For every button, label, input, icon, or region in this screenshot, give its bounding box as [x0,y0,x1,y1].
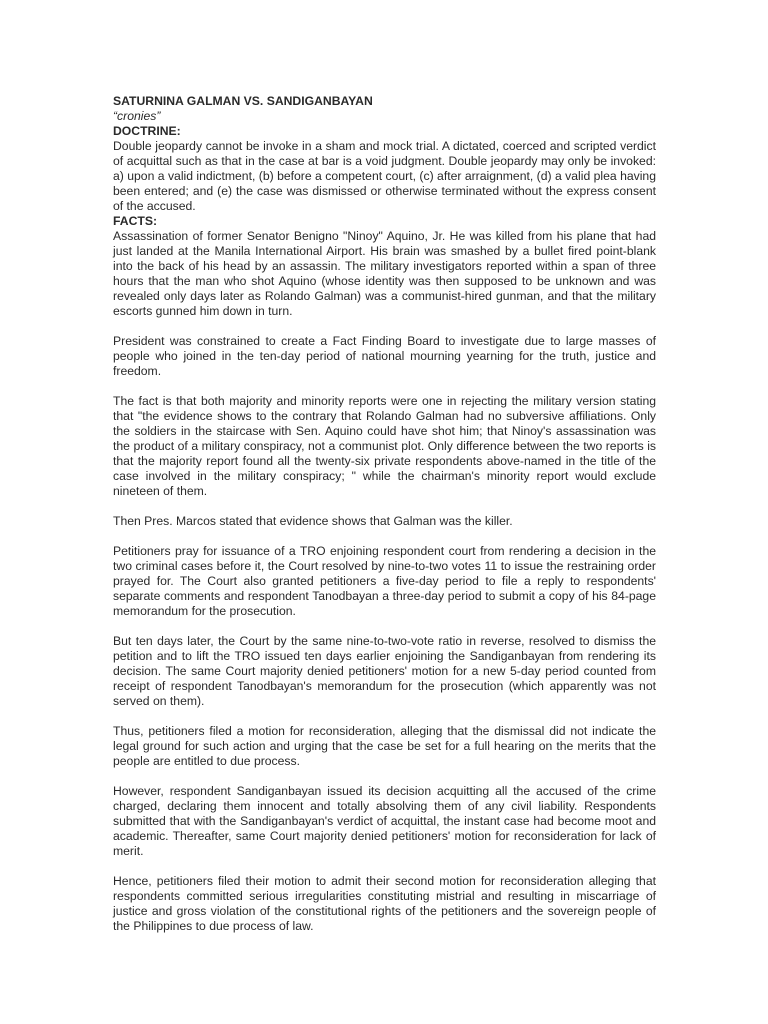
facts-paragraph-2: President was constrained to create a Fact Finding Board to investigate due to large masses of people who joined in the ten-day period of national mourning yearning for the truth, justice and freedom. [113,334,656,378]
case-subtitle: “cronies” [113,109,161,123]
facts-paragraph-8: However, respondent Sandiganbayan issued its decision acquitting all the accused of the crime charged, declaring them innocent and totally absolving them of any civil liability. Respondents submitted that with the Sandiganbayan's verdict of acquittal, the instant case had become moot and academic. Thereafter, same Court majority denied petitioners' motion for reconsideration for lack of merit. [113,784,656,858]
document-page [113,94,656,934]
doctrine-heading: DOCTRINE: [113,124,181,138]
doctrine-paragraph: Double jeopardy cannot be invoke in a sham and mock trial. A dictated, coerced and scripted verdict of acquittal such as that in the case at bar is a void judgment. Double jeopardy may only be invoked: a) upon a valid indictment, (b) before a competent court, (c) after arraignment, (d) a valid plea having been entered; and (e) the case was dismissed or otherwise terminated without the express consent of the accused. [113,139,656,213]
facts-paragraph-5: Petitioners pray for issuance of a TRO enjoining respondent court from rendering a decision in the two criminal cases before it, the Court resolved by nine-to-two votes 11 to issue the restraining order prayed for. The Court also granted petitioners a five-day period to file a reply to respondents' separate comments and respondent Tanodbayan a three-day period to submit a copy of his 84-page memorandum for the prosecution. [113,544,656,618]
facts-heading: FACTS: [113,214,158,228]
facts-paragraph-4: Then Pres. Marcos stated that evidence shows that Galman was the killer. [113,514,513,528]
facts-paragraph-1: Assassination of former Senator Benigno "Ninoy" Aquino, Jr. He was killed from his plane that had just landed at the Manila International Airport. His brain was smashed by a bullet fired point-blank into the back of his head by an assassin. The military investigators reported within a span of three hours that the man who shot Aquino (whose identity was then supposed to be unknown and was revealed only days later as Rolando Galman) was a communist-hired gunman, and that the military escorts gunned him down in turn. [113,229,656,318]
facts-paragraph-6: But ten days later, the Court by the same nine-to-two-vote ratio in reverse, resolved to dismiss the petition and to lift the TRO issued ten days earlier enjoining the Sandiganbayan from rendering its decision. The same Court majority denied petitioners' motion for a new 5-day period counted from receipt of respondent Tanodbayan's memorandum for the prosecution (which apparently was not served on them). [113,634,656,708]
facts-paragraph-7: Thus, petitioners filed a motion for reconsideration, alleging that the dismissal did not indicate the legal ground for such action and urging that the case be set for a full hearing on the merits that the people are entitled to due process. [113,724,656,768]
facts-paragraph-9: Hence, petitioners filed their motion to admit their second motion for reconsideration alleging that respondents committed serious irregularities constituting mistrial and resulting in miscarriage of justice and gross violation of the constitutional rights of the petitioners and the sovereign people of the Philippines to due process of law. [113,874,656,933]
case-title: SATURNINA GALMAN VS. SANDIGANBAYAN [113,94,373,108]
facts-paragraph-3: The fact is that both majority and minority reports were one in rejecting the military version stating that "the evidence shows to the contrary that Rolando Galman had no subversive affiliations. Only the soldiers in the staircase with Sen. Aquino could have shot him; that Ninoy's assassination was the product of a military conspiracy, not a communist plot. Only difference between the two reports is that the majority report found all the twenty-six private respondents above-named in the title of the case involved in the military conspiracy; " while the chairman's minority report would exclude nineteen of them. [113,394,656,498]
